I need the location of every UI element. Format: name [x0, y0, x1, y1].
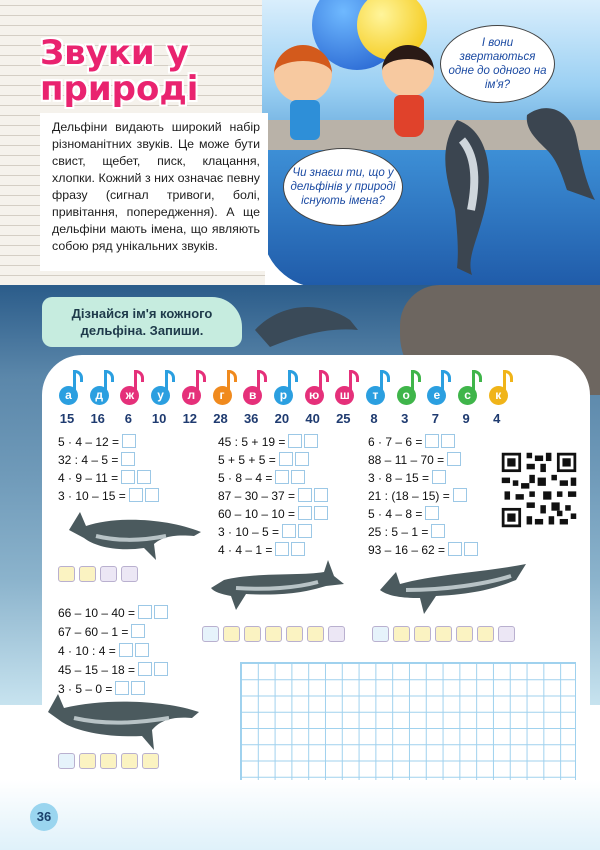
answer-cells	[138, 605, 170, 621]
answer-cells	[131, 624, 147, 640]
letter-box[interactable]	[202, 626, 219, 642]
cipher-letter: р	[274, 386, 293, 405]
letter-box[interactable]	[121, 566, 138, 582]
equation-row	[368, 506, 441, 522]
answer-cell[interactable]	[447, 452, 461, 466]
note-flag	[503, 370, 513, 382]
equation-text: 25 : 5 – 1 =	[368, 525, 429, 539]
equation-row	[58, 643, 151, 659]
answer-cell[interactable]	[129, 488, 143, 502]
cipher-code: 7	[431, 411, 439, 426]
answer-cell[interactable]	[441, 434, 455, 448]
equation-text: 3 · 8 – 15 =	[368, 471, 430, 485]
cipher-letter: е	[427, 386, 446, 405]
answer-cell[interactable]	[291, 542, 305, 556]
cipher-letter: т	[366, 386, 385, 405]
letter-box[interactable]	[142, 753, 159, 769]
answer-cell[interactable]	[154, 605, 168, 619]
intro-text: Дельфіни видають широкий набір різноманітних звуків. Це може бути свист, щебет, писк, клацання, хлопки. Кожний з них означає певну фразу (сигнал тривоги, болі, привітання, попередження). А ще дельфіни мають імена, що являють собою ряд унікальних звуків.	[40, 113, 268, 271]
answer-cell[interactable]	[448, 542, 462, 556]
equation-row	[368, 488, 469, 504]
note-flag	[288, 370, 298, 382]
dolphin-3	[376, 558, 531, 623]
answer-cell[interactable]	[288, 434, 302, 448]
equation-text: 88 – 11 – 70 =	[368, 453, 445, 467]
letter-box[interactable]	[477, 626, 494, 642]
answer-cell[interactable]	[138, 605, 152, 619]
note-flag	[349, 370, 359, 382]
cipher-note	[59, 370, 83, 410]
note-flag	[411, 370, 421, 382]
answer-cells	[447, 452, 463, 468]
answer-row-3[interactable]	[372, 626, 519, 646]
answer-cell[interactable]	[279, 452, 293, 466]
equation-text: 32 : 4 – 5 =	[58, 453, 119, 467]
cipher-code: 16	[90, 411, 105, 426]
equation-row	[218, 524, 314, 540]
letter-box[interactable]	[498, 626, 515, 642]
answer-cells	[453, 488, 469, 504]
answer-cell[interactable]	[425, 434, 439, 448]
answer-cell[interactable]	[464, 542, 478, 556]
equation-row	[58, 624, 147, 640]
answer-cell[interactable]	[138, 662, 152, 676]
answer-cell[interactable]	[119, 643, 133, 657]
cipher-letter: у	[151, 386, 170, 405]
boy-shirt	[290, 100, 320, 140]
answer-cell[interactable]	[314, 506, 328, 520]
cipher-note	[397, 370, 421, 410]
equation-row	[368, 470, 448, 486]
cipher-code: 6	[124, 411, 132, 426]
answer-cell[interactable]	[431, 524, 445, 538]
equation-row	[58, 452, 137, 468]
answer-cell[interactable]	[298, 506, 312, 520]
answer-cell[interactable]	[121, 452, 135, 466]
equation-text: 5 · 8 – 4 =	[218, 471, 273, 485]
equation-row	[218, 434, 320, 450]
cipher-code: 15	[59, 411, 75, 426]
note-flag	[380, 370, 390, 382]
cipher-code: 9	[462, 411, 470, 426]
girl-figure	[382, 45, 434, 97]
answer-cells	[282, 524, 314, 540]
cipher-letter: ш	[335, 386, 354, 405]
cipher-code: 25	[336, 411, 351, 426]
letter-box[interactable]	[328, 626, 345, 642]
answer-cells	[425, 506, 441, 522]
equation-text: 5 · 4 – 8 =	[368, 507, 423, 521]
equation-text: 67 – 60 – 1 =	[58, 625, 129, 639]
cipher-code: 36	[243, 411, 259, 426]
cipher-note	[243, 370, 267, 410]
answer-cell[interactable]	[137, 470, 151, 484]
answer-cells	[121, 452, 137, 468]
answer-cell[interactable]	[432, 470, 446, 484]
dolphin-2	[206, 558, 346, 623]
letter-box[interactable]	[435, 626, 452, 642]
answer-cell[interactable]	[453, 488, 467, 502]
cipher-note	[427, 370, 451, 410]
bottom-band	[0, 780, 600, 850]
answer-row-4[interactable]	[58, 753, 163, 773]
letter-box[interactable]	[100, 753, 117, 769]
task-instruction: Дізнайся ім'я кожного дельфіна. Запиши.	[42, 297, 242, 347]
answer-cells	[279, 452, 311, 468]
answer-cells	[119, 643, 151, 659]
cipher-letter: ж	[120, 386, 139, 405]
letter-box[interactable]	[307, 626, 324, 642]
answer-cell[interactable]	[131, 624, 145, 638]
cipher-note	[120, 370, 144, 410]
cipher-code: 40	[305, 411, 320, 426]
cipher-note	[305, 370, 329, 410]
cipher-letter: о	[397, 386, 416, 405]
cipher-letter: л	[182, 386, 201, 405]
answer-cell[interactable]	[304, 434, 318, 448]
dolphin-1	[66, 508, 206, 563]
equation-text: 93 – 16 – 62 =	[368, 543, 446, 557]
note-flag	[472, 370, 482, 382]
cipher-note	[213, 370, 237, 410]
answer-row-1[interactable]	[58, 566, 142, 586]
cipher-note	[151, 370, 175, 410]
jumping-dolphin-left	[427, 110, 517, 280]
answer-cell[interactable]	[121, 470, 135, 484]
letter-box[interactable]	[414, 626, 431, 642]
letter-box[interactable]	[286, 626, 303, 642]
letter-box[interactable]	[456, 626, 473, 642]
cipher-letter: г	[213, 386, 232, 405]
answer-cell[interactable]	[135, 643, 149, 657]
equation-text: 5 · 4 – 12 =	[58, 435, 120, 449]
equation-text: 3 · 10 – 15 =	[58, 489, 126, 503]
answer-cell[interactable]	[425, 506, 439, 520]
dolphin-4	[44, 690, 204, 755]
answer-cells	[121, 470, 153, 486]
answer-cell[interactable]	[282, 524, 296, 538]
answer-cells	[138, 662, 170, 678]
note-flag	[104, 370, 114, 382]
answer-cell[interactable]	[275, 470, 289, 484]
equation-text: 3 · 5 – 0 =	[58, 682, 113, 696]
dolphinarium-photo	[262, 0, 600, 288]
letter-box[interactable]	[265, 626, 282, 642]
letter-box[interactable]	[58, 566, 75, 582]
equation-text: 6 · 7 – 6 =	[368, 435, 423, 449]
equation-row	[58, 434, 138, 450]
note-flag	[165, 370, 175, 382]
equation-row	[368, 434, 457, 450]
equation-text: 4 · 10 : 4 =	[58, 644, 116, 658]
equation-text: 21 : (18 – 15) =	[368, 489, 450, 503]
jumping-dolphin-right	[517, 95, 597, 205]
answer-cell[interactable]	[295, 452, 309, 466]
equation-text: 4 · 4 – 1 =	[218, 543, 273, 557]
equation-row	[218, 488, 330, 504]
letter-box[interactable]	[121, 753, 138, 769]
speech-bubble-top: І вони звертаються одне до одного на ім'я?	[440, 25, 555, 103]
equation-row	[368, 524, 447, 540]
cipher-letter: ю	[305, 386, 324, 405]
letter-box[interactable]	[79, 753, 96, 769]
note-flag	[227, 370, 237, 382]
letter-box[interactable]	[223, 626, 240, 642]
letter-box[interactable]	[58, 753, 75, 769]
note-flag	[73, 370, 83, 382]
answer-cells	[288, 434, 320, 450]
cipher-letter: с	[458, 386, 477, 405]
equation-text: 66 – 10 – 40 =	[58, 606, 136, 620]
letter-box[interactable]	[79, 566, 96, 582]
page-title: Звуки у природі	[40, 33, 199, 109]
answer-cells	[425, 434, 457, 450]
note-flag	[134, 370, 144, 382]
answer-cell[interactable]	[314, 488, 328, 502]
letter-box[interactable]	[100, 566, 117, 582]
cipher-letter: д	[90, 386, 109, 405]
background-dolphin	[250, 295, 360, 355]
speech-bubble-bottom: Чи знаєш ти, що у дельфінів у природі існують імена?	[283, 148, 403, 226]
answer-cells	[129, 488, 161, 504]
cipher-code: 8	[370, 411, 378, 426]
equation-row	[58, 662, 170, 678]
answer-cells	[298, 488, 330, 504]
writing-grid[interactable]	[240, 662, 576, 792]
answer-cells	[298, 506, 330, 522]
answer-cell[interactable]	[122, 434, 136, 448]
answer-cells	[275, 470, 307, 486]
cipher-letter: в	[243, 386, 262, 405]
letter-box[interactable]	[393, 626, 410, 642]
answer-cell[interactable]	[298, 524, 312, 538]
answer-cells	[448, 542, 480, 558]
equation-text: 3 · 10 – 5 =	[218, 525, 280, 539]
equation-text: 5 + 5 + 5 =	[218, 453, 276, 467]
cipher-note	[274, 370, 298, 410]
equation-text: 4 · 9 – 11 =	[58, 471, 119, 485]
cipher-code: 12	[182, 411, 198, 426]
cipher-letter: к	[489, 386, 508, 405]
answer-cell[interactable]	[275, 542, 289, 556]
equation-text: 45 : 5 + 19 =	[218, 435, 286, 449]
equation-row	[218, 452, 311, 468]
note-flag	[441, 370, 451, 382]
boy-figure	[274, 45, 332, 103]
equation-row	[218, 506, 330, 522]
equation-row	[218, 542, 307, 558]
cipher-note	[366, 370, 390, 410]
equation-row	[58, 488, 161, 504]
cipher-code: 3	[401, 411, 409, 426]
answer-cell[interactable]	[145, 488, 159, 502]
equation-text: 87 – 30 – 37 =	[218, 489, 296, 503]
note-flag	[196, 370, 206, 382]
answer-cells	[275, 542, 307, 558]
equation-row	[368, 452, 463, 468]
answer-row-2[interactable]	[202, 626, 349, 646]
cipher-code: 10	[151, 411, 167, 426]
note-flag	[257, 370, 267, 382]
cipher-letter: а	[59, 386, 78, 405]
cipher-note	[90, 370, 114, 410]
answer-cell[interactable]	[291, 470, 305, 484]
answer-cell[interactable]	[298, 488, 312, 502]
cipher-note	[489, 370, 513, 410]
equation-row	[368, 542, 480, 558]
equation-text: 60 – 10 – 10 =	[218, 507, 296, 521]
note-flag	[319, 370, 329, 382]
answer-cell[interactable]	[154, 662, 168, 676]
cipher-note	[458, 370, 482, 410]
cipher-code: 28	[213, 411, 228, 426]
equation-text: 45 – 15 – 18 =	[58, 663, 136, 677]
answer-cells	[122, 434, 138, 450]
equation-row	[58, 470, 153, 486]
equation-row	[218, 470, 307, 486]
answer-cells	[432, 470, 448, 486]
cipher-code: 20	[274, 411, 290, 426]
girl-dress	[394, 95, 424, 137]
cipher-note	[182, 370, 206, 410]
qr-code[interactable]	[496, 450, 582, 530]
answer-cells	[431, 524, 447, 540]
letter-box[interactable]	[372, 626, 389, 642]
cipher-note	[335, 370, 359, 410]
letter-box[interactable]	[244, 626, 261, 642]
cipher-code: 4	[493, 411, 501, 426]
top-banner	[0, 0, 600, 285]
equation-row	[58, 605, 170, 621]
page-number: 36	[30, 803, 58, 831]
